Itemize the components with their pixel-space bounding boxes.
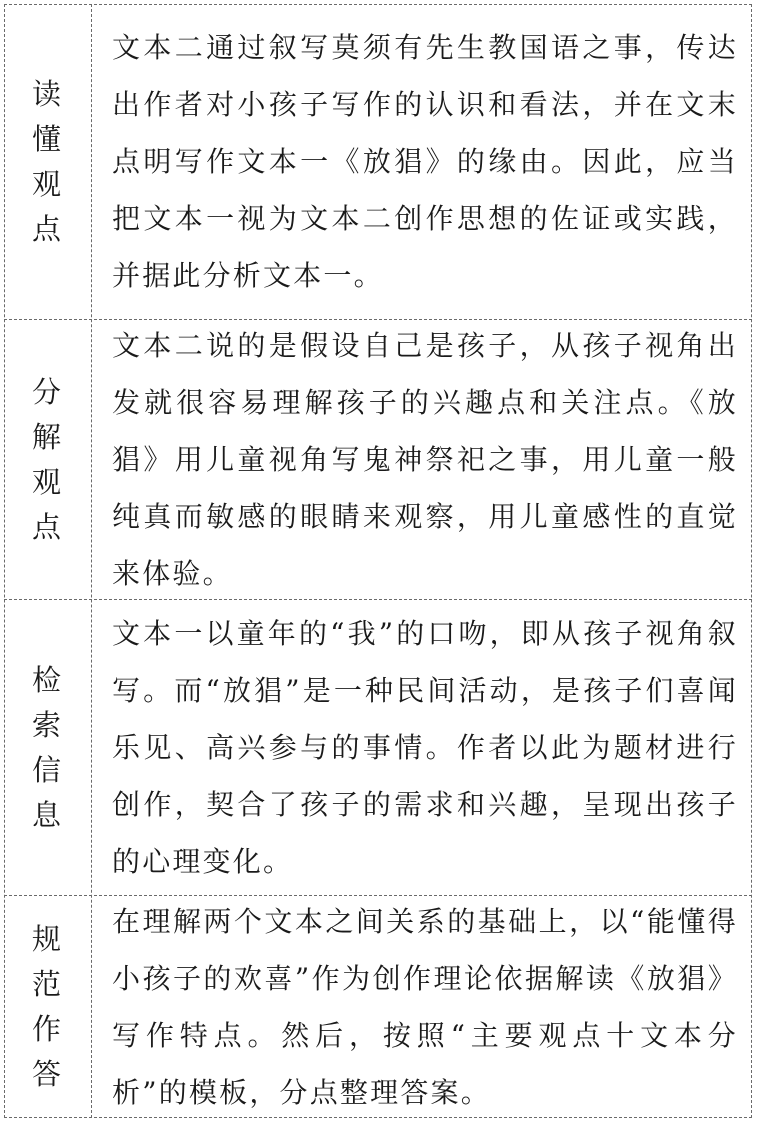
row-label: 分解观点: [31, 374, 63, 544]
row-label-cell: [4, 320, 91, 599]
table-row: [4, 599, 752, 895]
row-text: 文本二说的是假设自己是孩子，从孩子视角出发就很容易理解孩子的兴趣点和关注点。《放猖》用儿童视角写鬼神祭祀之事，用儿童一般纯真而敏感的眼睛来观察，用儿童感性的直觉来体验。: [112, 329, 738, 590]
row-label-cell: [4, 896, 91, 1118]
row-label: 规范作答: [31, 922, 63, 1091]
row-text: 文本一以童年的“我”的口吻，即从孩子视角叙写。而“放猖”是一种民间活动，是孩子们喜闻乐见、高兴参与的事情。作者以此为题材进行创作，契合了孩子的需求和兴趣，呈现出孩子的心理变化。: [112, 617, 738, 878]
row-content-cell: [112, 320, 738, 599]
row-label: 检索信息: [31, 662, 63, 832]
row-label-cell: [4, 600, 91, 895]
row-text: 在理解两个文本之间关系的基础上，以“能懂得小孩子的欢喜”作为创作理论依据解读《放猖》写作特点。然后，按照“主要观点十文本分析”的模板，分点整理答案。: [112, 905, 738, 1109]
row-content-cell: [112, 896, 738, 1118]
table-row: [4, 895, 752, 1118]
table-row: [4, 319, 752, 599]
row-content-cell: [112, 600, 738, 895]
row-content-cell: [112, 4, 738, 319]
table-row: [4, 4, 752, 319]
row-label-cell: [4, 4, 91, 319]
row-text: 文本二通过叙写莫须有先生教国语之事，传达出作者对小孩子写作的认识和看法，并在文末点明写作文本一《放猖》的缘由。因此，应当把文本一视为文本二创作思想的佐证或实践，并据此分析文本一。: [112, 31, 738, 292]
row-label: 读懂观点: [31, 76, 63, 246]
